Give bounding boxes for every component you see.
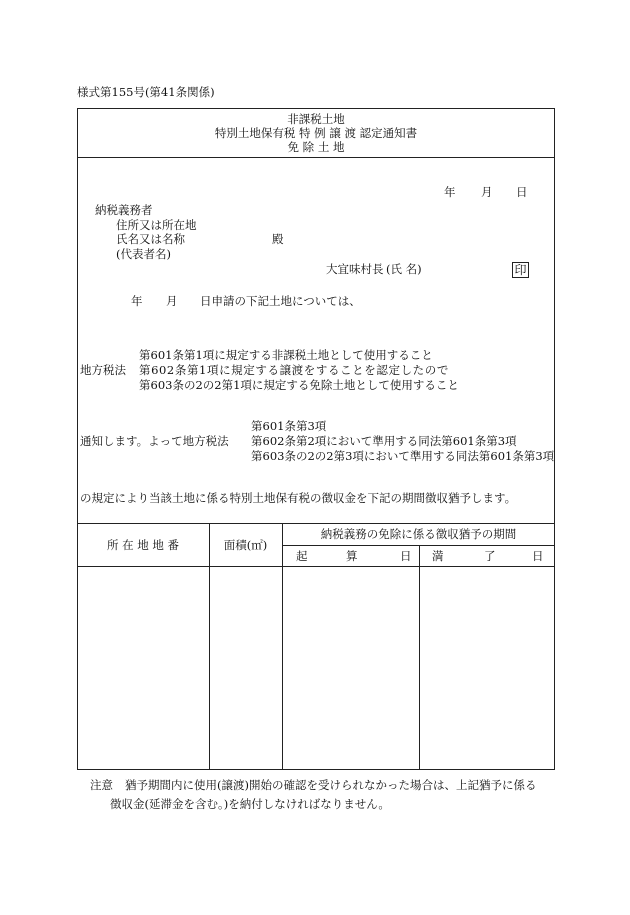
notify-option-601: 第601条第3項 xyxy=(251,419,327,433)
issuer-name: (氏 名) xyxy=(386,262,422,276)
cert-option-603: 第603条の2の2第1項に規定する免除土地として使用すること xyxy=(139,378,459,392)
taxpayer-label: 納税義務者 xyxy=(95,203,153,217)
application-text: 日申請の下記土地については、 xyxy=(200,294,361,308)
address-label: 住所又は所在地 xyxy=(116,218,197,232)
cert-option-601: 第601条第1項に規定する非課税土地として使用すること xyxy=(139,348,433,362)
header-start-char: 日 xyxy=(400,549,412,563)
header-area: 面積(㎡) xyxy=(223,538,268,552)
header-end-char: 了 xyxy=(484,549,496,563)
honorific: 殿 xyxy=(272,232,284,246)
header-location: 所 在 地 地 番 xyxy=(106,538,180,552)
table-top-border xyxy=(77,523,555,524)
cert-option-602: 第602条第1項に規定する譲渡をすることを認定したので xyxy=(139,363,449,377)
seal-mark: 印 xyxy=(512,262,529,278)
application-year: 年 xyxy=(131,294,143,308)
name-label: 氏名又は名称 xyxy=(116,232,185,246)
representative-label: (代表者名) xyxy=(116,247,171,261)
date-day: 日 xyxy=(516,185,528,199)
notify-option-603: 第603条の2の2第3項において準用する同法第601条第3項 xyxy=(251,449,555,463)
closing-text: の規定により当該土地に係る特別土地保有税の徴収金を下記の期間徴収猶予します。 xyxy=(80,491,517,505)
col-divider-period xyxy=(282,523,283,770)
header-start-char: 算 xyxy=(346,549,358,563)
notify-prefix: 通知します。よって地方税法 xyxy=(80,434,229,448)
date-month: 月 xyxy=(481,185,493,199)
header-end-char: 満 xyxy=(432,549,444,563)
title-divider xyxy=(77,157,555,158)
application-month: 月 xyxy=(166,294,178,308)
form-number: 様式第155号(第41条関係) xyxy=(77,85,215,99)
table-header-divider xyxy=(77,566,555,567)
title-bottom: 免 除 土 地 xyxy=(287,140,345,154)
col-divider-area xyxy=(209,523,210,770)
notify-option-602: 第602条第2項において準用する同法第601条第3項 xyxy=(251,434,517,448)
note-line-2: 徴収金(延滞金を含む。)を納付しなければなりません。 xyxy=(110,797,390,811)
title-main: 特別土地保有税 特 例 譲 渡 認定通知書 xyxy=(214,126,418,140)
note-line-1: 猶予期間内に使用(譲渡)開始の確認を受けられなかった場合は、上記猶予に係る xyxy=(125,778,537,792)
header-end-char: 日 xyxy=(532,549,544,563)
col-divider-end xyxy=(419,545,420,770)
cert-prefix: 地方税法 xyxy=(80,363,126,377)
issuer-title: 大宜味村長 xyxy=(326,262,384,276)
note-label: 注意 xyxy=(90,778,113,792)
title-top: 非課税土地 xyxy=(287,112,345,126)
date-year: 年 xyxy=(444,185,456,199)
header-start-char: 起 xyxy=(296,549,308,563)
header-period: 納税義務の免除に係る徴収猶予の期間 xyxy=(320,527,517,541)
